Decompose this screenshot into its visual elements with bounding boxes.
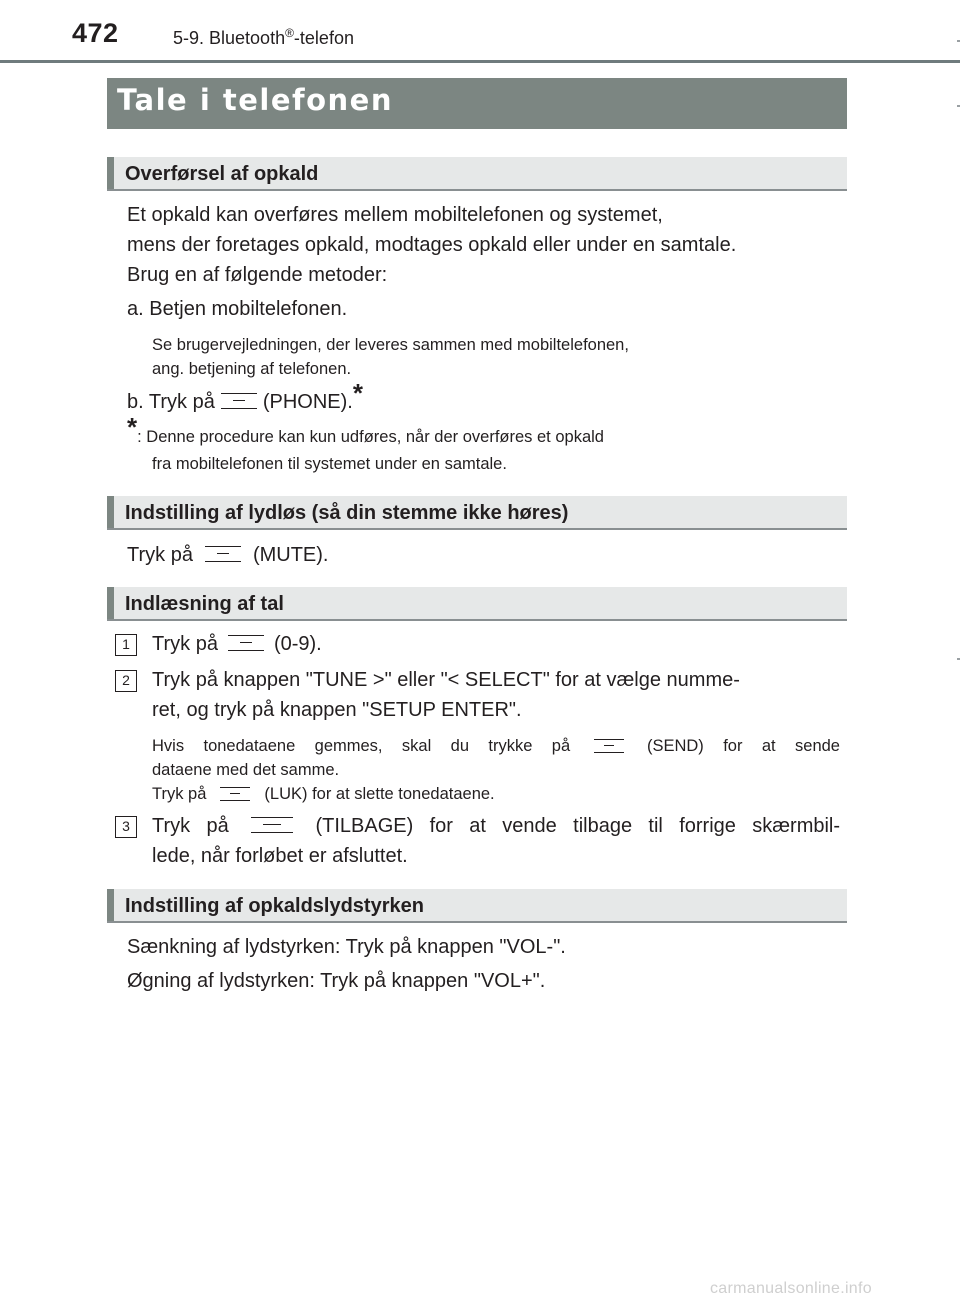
list-item-b-suffix: (PHONE).: [262, 391, 353, 413]
step3-prefix: Tryk på: [152, 815, 229, 837]
section-header-mute: [107, 496, 847, 530]
step-text: lede, når forløbet er afsluttet.: [152, 845, 408, 867]
step-text: [152, 633, 322, 656]
page-number: 472: [72, 18, 119, 48]
body-text: mens der foretages opkald, modtages opkald eller under en samtale.: [127, 234, 737, 256]
note-text: ang. betjening af telefonen.: [152, 360, 352, 378]
note-text: [152, 785, 495, 804]
body-text: [127, 544, 328, 567]
list-item-b-prefix: b. Tryk på: [127, 391, 215, 413]
phone-button-icon: [221, 393, 257, 409]
section-accent-bar: [107, 157, 114, 189]
mute-suffix: (MUTE).: [252, 544, 329, 566]
registered-mark: ®: [285, 26, 294, 40]
step1-prefix: Tryk på: [152, 633, 218, 655]
body-text: Øgning af lydstyrken: Tryk på knappen "VOL+".: [127, 970, 546, 992]
note-prefix: Tryk på: [152, 785, 207, 803]
section-accent-bar: [107, 889, 114, 921]
section-header-volume: [107, 889, 847, 923]
note-text: [152, 737, 840, 756]
note-text: Se brugervejledningen, der leveres sammen med mobiltelefonen,: [152, 336, 629, 354]
body-text: Et opkald kan overføres mellem mobiltelefonen og systemet,: [127, 204, 663, 226]
note-text: dataene med det samme.: [152, 761, 340, 779]
chapter-suffix: -telefon: [293, 28, 354, 48]
step-text: [152, 815, 840, 838]
keypad-button-icon: [228, 635, 264, 651]
header-rule: [0, 60, 960, 63]
asterisk-mark: *: [352, 378, 363, 408]
footnote-text: fra mobiltelefonen til systemet under en samtale.: [152, 455, 507, 473]
list-item-b: [127, 378, 363, 414]
note-suffix: (LUK) for at slette tonedataene.: [264, 785, 495, 803]
mute-prefix: Tryk på: [127, 544, 193, 566]
body-text: Sænkning af lydstyrken: Tryk på knappen "VOL-".: [127, 936, 566, 958]
step1-suffix: (0-9).: [273, 633, 322, 655]
mute-button-icon: [205, 546, 241, 562]
footnote: [127, 412, 604, 447]
section-heading: Indstilling af opkaldslydstyrken: [125, 895, 424, 917]
watermark: carmanualsonline.info: [710, 1280, 872, 1297]
footnote-text: : Denne procedure kan kun udføres, når der overføres et opkald: [137, 428, 604, 446]
back-button-icon: [251, 817, 293, 833]
body-text: Brug en af følgende metoder:: [127, 264, 388, 286]
close-button-icon: [220, 787, 250, 801]
section-accent-bar: [107, 496, 114, 528]
step-text: ret, og tryk på knappen "SETUP ENTER".: [152, 699, 522, 721]
section-header-transfer: [107, 157, 847, 191]
section-heading: Overførsel af opkald: [125, 163, 319, 185]
step-number: 3: [115, 816, 137, 838]
note-prefix: Hvis tonedataene gemmes, skal du trykke på: [152, 737, 571, 755]
step-number: 2: [115, 670, 137, 692]
chapter-title: [173, 28, 354, 49]
note-suffix: (SEND) for at sende: [646, 737, 840, 755]
section-accent-bar: [107, 587, 114, 619]
section-header-numbers: [107, 587, 847, 621]
step-number: 1: [115, 634, 137, 656]
title-banner: [107, 78, 847, 129]
chapter-prefix: 5-9. Bluetooth: [173, 28, 286, 48]
section-heading: Indlæsning af tal: [125, 593, 284, 615]
step3-suffix: (TILBAGE) for at vende tilbage til forrige skærmbil-: [315, 815, 841, 837]
page-title: Tale i telefonen: [117, 83, 393, 117]
send-button-icon: [594, 739, 624, 753]
list-item-a: a. Betjen mobiltelefonen.: [127, 298, 348, 320]
section-heading: Indstilling af lydløs (så din stemme ikke høres): [125, 502, 569, 524]
footnote-asterisk: *: [127, 412, 138, 442]
step-text: Tryk på knappen "TUNE >" eller "< SELECT" for at vælge numme-: [152, 669, 740, 691]
